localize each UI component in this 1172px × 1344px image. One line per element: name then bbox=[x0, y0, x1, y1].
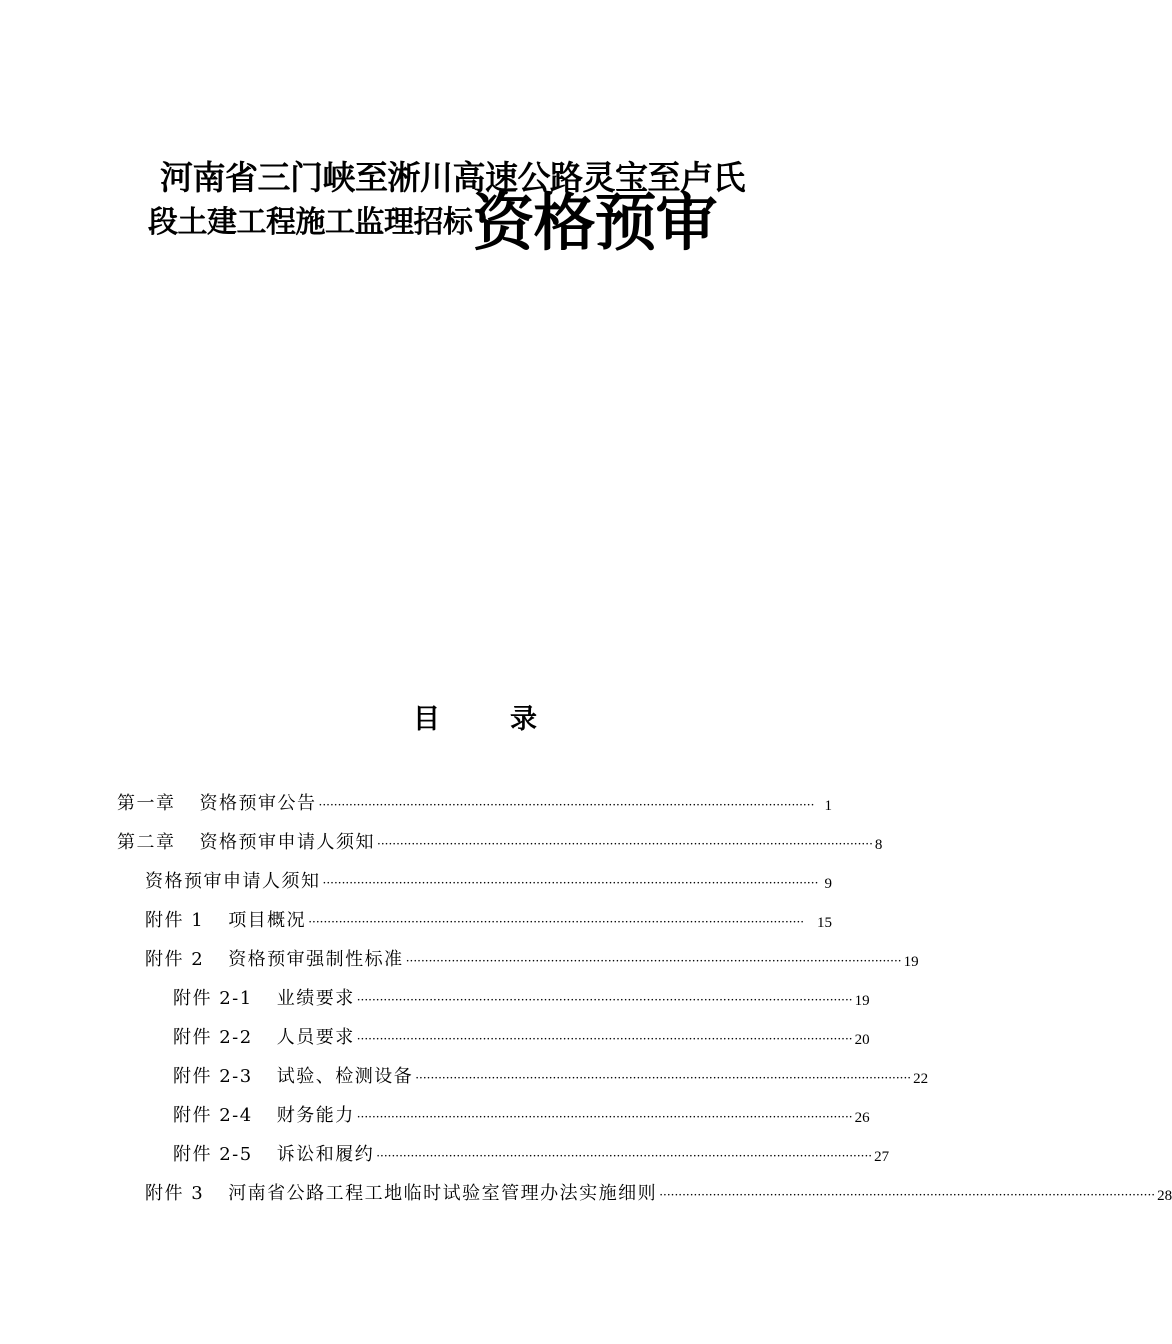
toc-leader-dots: ·································································································································· bbox=[376, 1149, 873, 1163]
toc-entry-title: 河南省公路工程工地临时试验室管理办法实施细则 bbox=[228, 1183, 658, 1204]
toc-leader-dots: ·································································································································· bbox=[356, 1110, 853, 1124]
toc-entry-page: 19 bbox=[903, 954, 919, 970]
toc-entry-number: 附件 2-1 bbox=[173, 988, 253, 1009]
toc-entry-number: 附件 2-3 bbox=[173, 1066, 253, 1087]
toc-entry-number: 附件 3 bbox=[145, 1183, 205, 1204]
title-line-1: 河南省三门峡至淅川高速公路灵宝至卢氏 bbox=[160, 158, 745, 197]
toc-entry-number: 附件 2-4 bbox=[173, 1105, 253, 1126]
toc-entry-number: 附件 2-2 bbox=[173, 1027, 253, 1048]
toc-entry-page: 1 bbox=[824, 798, 832, 814]
toc-heading-part-2: 录 bbox=[510, 704, 537, 735]
toc-entry-title: 资格预审申请人须知 bbox=[145, 871, 321, 892]
toc-leader-dots: ·································································································································· bbox=[322, 876, 819, 890]
toc-entry[interactable] bbox=[145, 854, 832, 893]
title-line-2-emphasis: 资格预审 bbox=[472, 186, 717, 259]
toc-entry[interactable] bbox=[117, 815, 883, 854]
toc-entry-title: 诉讼和履约 bbox=[276, 1144, 375, 1165]
toc-entry[interactable] bbox=[173, 971, 870, 1010]
toc-entry-page: 20 bbox=[854, 1032, 870, 1048]
toc-entry[interactable] bbox=[117, 776, 832, 815]
toc-entry-title: 资格预审公告 bbox=[199, 793, 317, 814]
toc-entry-number: 附件 2-5 bbox=[173, 1144, 253, 1165]
toc-entry-page: 15 bbox=[817, 915, 832, 931]
toc-entry-page: 19 bbox=[854, 993, 870, 1009]
toc-entry-title: 人员要求 bbox=[276, 1027, 355, 1048]
toc-entry-title: 资格预审申请人须知 bbox=[199, 832, 375, 853]
title-line-2 bbox=[148, 186, 717, 260]
title-line-2-text: 段土建工程施工监理招标 bbox=[148, 205, 473, 240]
toc-entry-page: 27 bbox=[874, 1149, 890, 1165]
toc-leader-dots: ·································································································································· bbox=[659, 1188, 1156, 1202]
toc-entry-title: 资格预审强制性标准 bbox=[228, 949, 404, 970]
toc-entry[interactable] bbox=[173, 1010, 870, 1049]
toc-leader-dots: ·································································································································· bbox=[308, 915, 805, 929]
toc-entry[interactable] bbox=[145, 1166, 1172, 1205]
toc-entry[interactable] bbox=[145, 893, 832, 932]
toc-leader-dots: ·································································································································· bbox=[405, 954, 902, 968]
toc-leader-dots: ·································································································································· bbox=[377, 837, 873, 851]
toc-entry-title: 财务能力 bbox=[276, 1105, 355, 1126]
toc-leader-dots: ·································································································································· bbox=[356, 1032, 853, 1046]
toc-entry-page: 9 bbox=[824, 876, 832, 892]
toc-entry-title: 项目概况 bbox=[228, 910, 307, 931]
toc-entry-page: 26 bbox=[854, 1110, 870, 1126]
toc-entry-number: 附件 1 bbox=[145, 910, 205, 931]
toc-entry-title: 试验、检测设备 bbox=[276, 1066, 414, 1087]
toc-heading-part-1: 目 bbox=[413, 704, 440, 735]
toc-leader-dots: ·································································································································· bbox=[415, 1071, 912, 1085]
toc-entry-number: 第一章 bbox=[117, 793, 176, 814]
toc-entry[interactable] bbox=[173, 1088, 870, 1127]
toc-entry-page: 8 bbox=[874, 837, 883, 853]
toc-entry-number: 附件 2 bbox=[145, 949, 205, 970]
toc-entry-page: 28 bbox=[1157, 1188, 1172, 1204]
toc-entry-title: 业绩要求 bbox=[276, 988, 355, 1009]
toc-entry-page: 22 bbox=[913, 1071, 929, 1087]
toc-leader-dots: ·································································································································· bbox=[356, 993, 853, 1007]
toc-entry[interactable] bbox=[173, 1127, 890, 1166]
toc-leader-dots: ·································································································································· bbox=[318, 798, 815, 812]
toc-entry-number: 第二章 bbox=[117, 832, 176, 853]
toc-heading bbox=[0, 700, 950, 740]
toc-entry[interactable] bbox=[173, 1049, 929, 1088]
toc-entry[interactable] bbox=[145, 932, 919, 971]
